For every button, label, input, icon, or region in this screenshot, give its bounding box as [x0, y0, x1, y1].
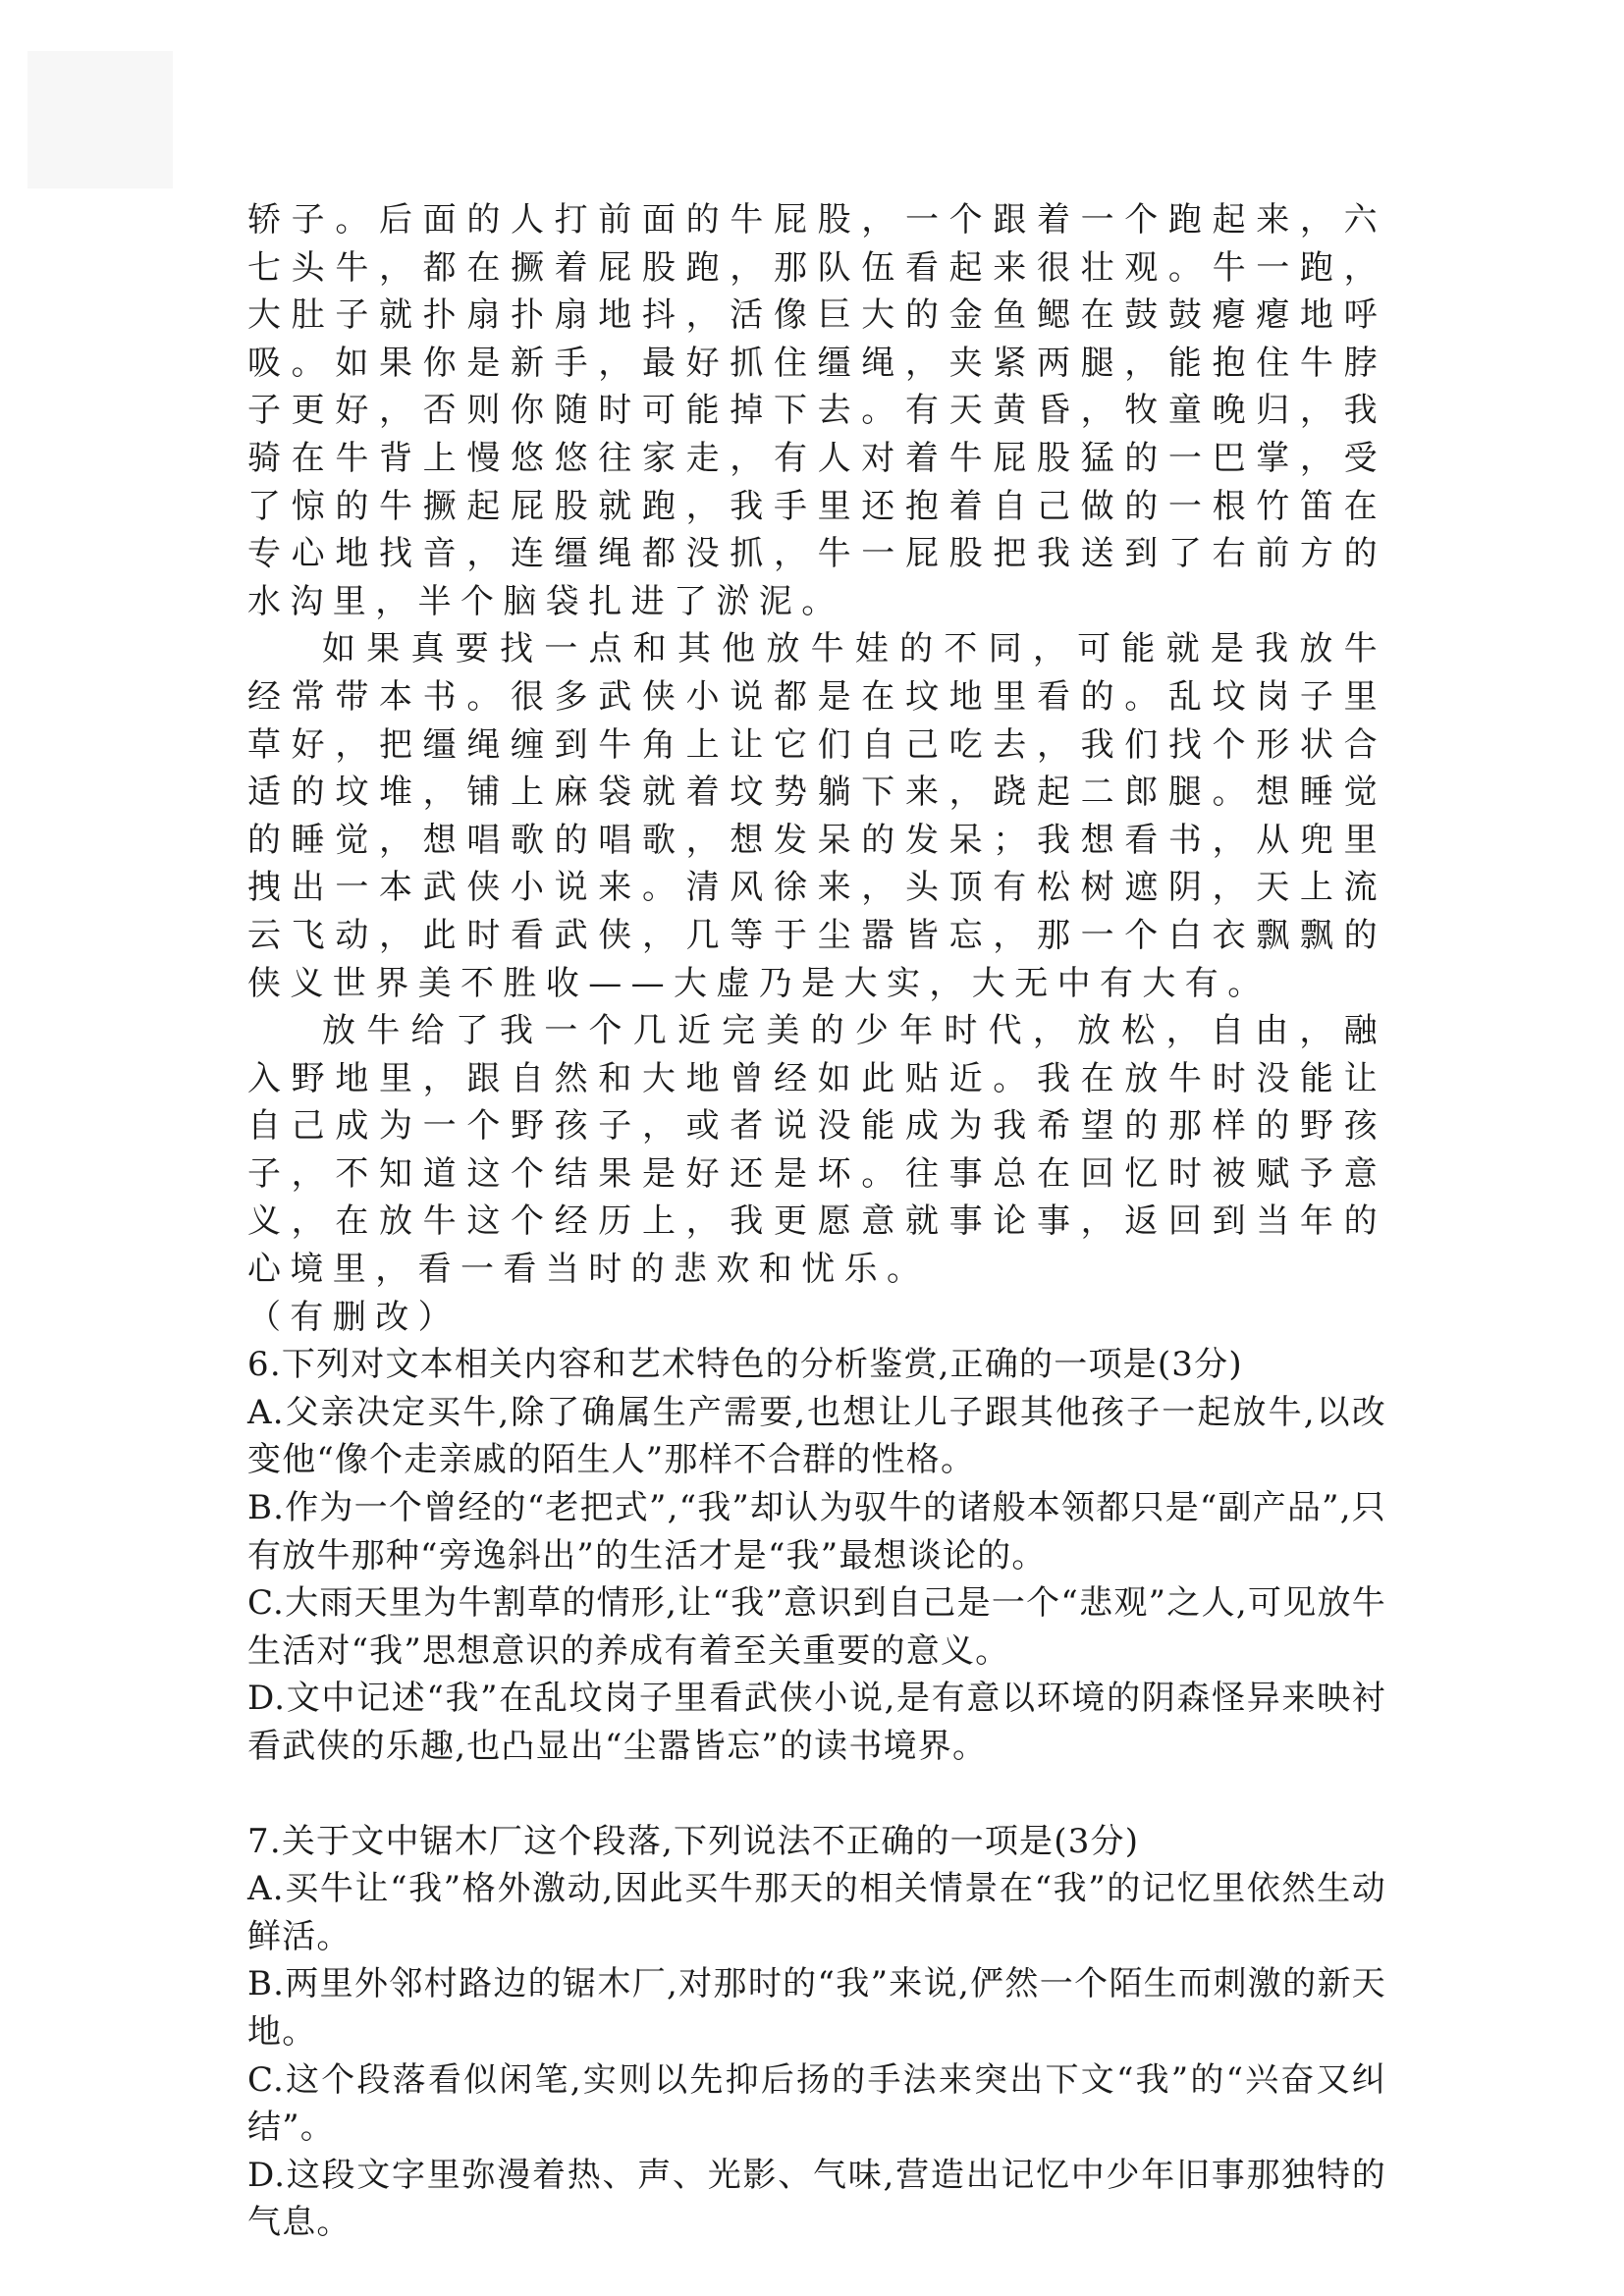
passage-paragraph-1: 轿子。后面的人打前面的牛屁股，一个跟着一个跑起来，六七头牛，都在撅着屁股跑，那队伍看起来很壮观。牛一跑，大肚子就扑扇扑扇地抖，活像巨大的金鱼鳃在鼓鼓瘪瘪地呼吸。如果你是新手，最好抓住缰绳，夹紧两腿，能抱住牛脖子更好，否则你随时可能掉下去。有天黄昏，牧童晚归，我骑在牛背上慢悠悠往家走，有人对着牛屁股猛的一巴掌，受了惊的牛撅起屁股就跑，我手里还抱着自己做的一根竹笛在专心地找音，连缰绳都没抓，牛一屁股把我送到了右前方的水沟里，半个脑袋扎进了淤泥。: [247, 200, 1386, 621]
option-b: B.两里外邻村路边的锯木厂,对那时的“我”来说,俨然一个陌生而刺激的新天地。: [247, 1964, 1386, 2052]
option-b: B.作为一个曾经的“老把式”,“我”却认为驭牛的诸般本领都只是“副产品”,只有放牛那种“旁逸斜出”的生活才是“我”最想谈论的。: [247, 1488, 1386, 1575]
passage-paragraph-3: 放牛给了我一个几近完美的少年时代，放松，自由，融入野地里，跟自然和大地曾经如此贴近。我在放牛时没能让自己成为一个野孩子，或者说没能成为我希望的那样的野孩子，不知道这个结果是好还是坏。往事总在回忆时被赋予意义，在放牛这个经历上，我更愿意就事论事，返回到当年的心境里，看一看当时的悲欢和忧乐。: [247, 1011, 1386, 1290]
scan-corner-mark: [27, 51, 173, 188]
option-a: A.父亲决定买牛,除了确属生产需要,也想让儿子跟其他孩子一起放牛,以改变他“像个走亲戚的陌生人”那样不合群的性格。: [247, 1392, 1386, 1480]
source-credit: （有删改）: [247, 1297, 460, 1337]
option-c: C.大雨天里为牛割草的情形,让“我”意识到自己是一个“悲观”之人,可见放牛生活对“我”思想意识的养成有着至关重要的意义。: [247, 1583, 1386, 1671]
option-d: D.文中记述“我”在乱坟岗子里看武侠小说,是有意以环境的阴森怪异来映衬看武侠的乐趣,也凸显出“尘嚣皆忘”的读书境界。: [247, 1679, 1386, 1766]
question-list: [247, 1341, 1386, 2247]
passage-paragraph-2: 如果真要找一点和其他放牛娃的不同，可能就是我放牛经常带本书。很多武侠小说都是在坟地里看的。乱坟岗子里草好，把缰绳缠到牛角上让它们自己吃去，我们找个形状合适的坟堆，铺上麻袋就着坟势躺下来，跷起二郎腿。想睡觉的睡觉，想唱歌的唱歌，想发呆的发呆；我想看书，从兜里拽出一本武侠小说来。清风徐来，头顶有松树遮阴，天上流云飞动，此时看武侠，几等于尘嚣皆忘，那一个白衣飘飘的侠义世界美不胜收——大虚乃是大实，大无中有大有。: [247, 629, 1386, 1003]
question-stem: 6.下列对文本相关内容和艺术特色的分析鉴赏,正确的一项是(3分): [247, 1345, 1243, 1385]
option-c: C.这个段落看似闲笔,实则以先抑后扬的手法来突出下文“我”的“兴奋又纠结”。: [247, 2059, 1386, 2148]
option-a: A.买牛让“我”格外激动,因此买牛那天的相关情景在“我”的记忆里依然生动鲜活。: [247, 1869, 1386, 1956]
exam-page: [247, 196, 1386, 2247]
question-7: [247, 1818, 1386, 2247]
question-stem: 7.关于文中锯木厂这个段落,下列说法不正确的一项是(3分): [247, 1821, 1140, 1861]
question-6: [247, 1341, 1386, 1770]
option-d: D.这段文字里弥漫着热、声、光影、气味,营造出记忆中少年旧事那独特的气息。: [247, 2155, 1386, 2243]
reading-passage: [247, 196, 1386, 1341]
